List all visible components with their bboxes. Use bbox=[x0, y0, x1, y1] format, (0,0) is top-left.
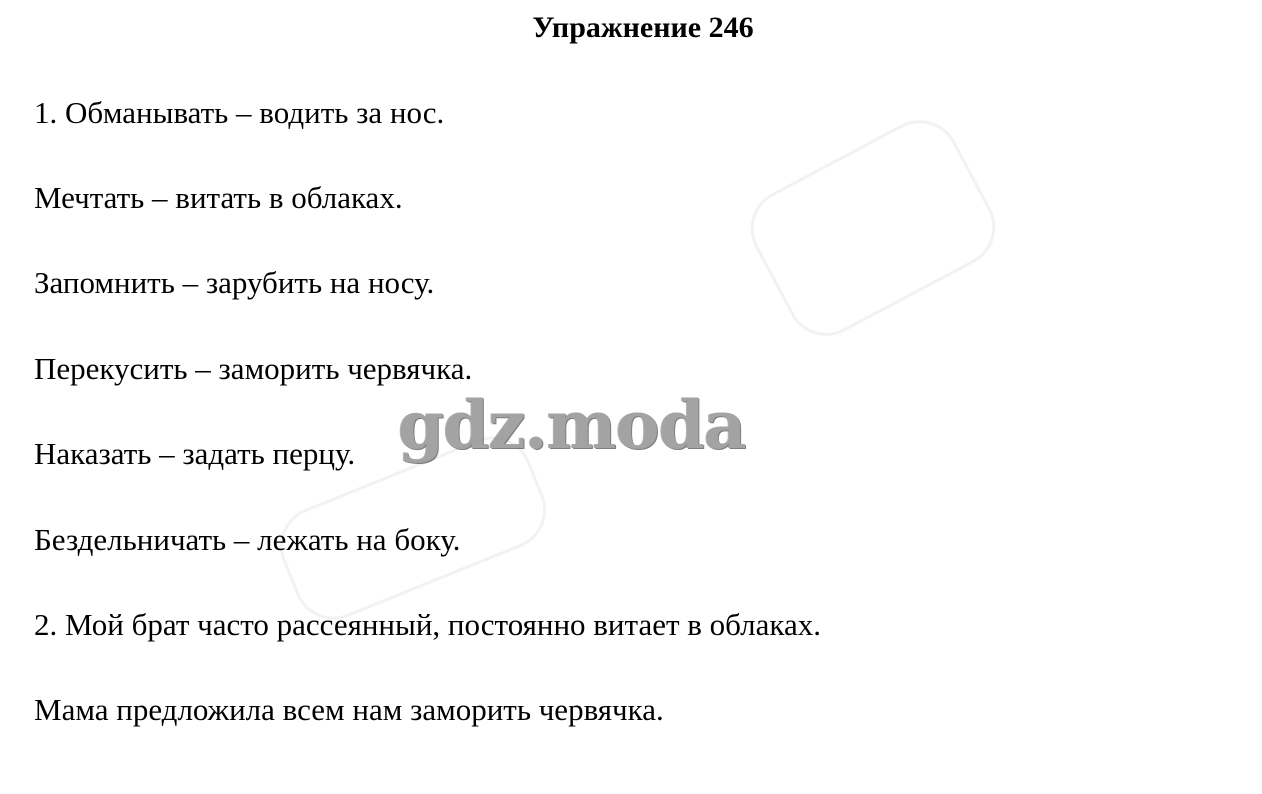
answer-line-1: 1. Обманывать – водить за нос. bbox=[34, 95, 445, 130]
watermark-ghost-shape bbox=[737, 106, 1010, 350]
answer-line-4: Перекусить – заморить червячка. bbox=[34, 351, 473, 386]
answer-line-6: Бездельничать – лежать на боку. bbox=[34, 522, 461, 557]
exercise-title: Упражнение 246 bbox=[532, 11, 754, 44]
answer-line-2: Мечтать – витать в облаках. bbox=[34, 180, 403, 215]
site-watermark: gdz.moda bbox=[398, 386, 746, 464]
answer-line-7: 2. Мой брат часто рассеянный, постоянно витает в облаках. bbox=[34, 607, 821, 642]
answer-line-5: Наказать – задать перцу. bbox=[34, 436, 356, 471]
answer-line-3: Запомнить – зарубить на носу. bbox=[34, 265, 435, 300]
answer-line-8: Мама предложила всем нам заморить червячка. bbox=[34, 692, 664, 727]
